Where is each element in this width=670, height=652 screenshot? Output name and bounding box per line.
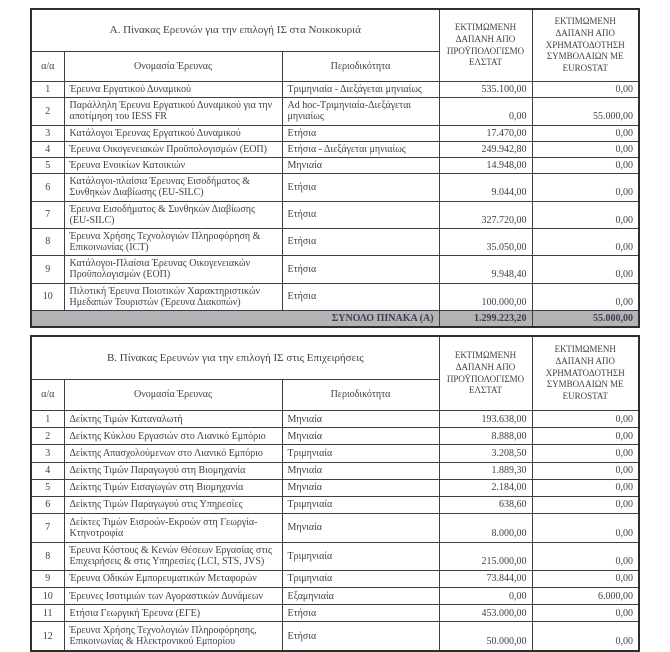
column-header-eurostat-funding: ΕΚΤΙΜΩΜΕΝΗ ΔΑΠΑΝΗ ΑΠΟ ΧΡΗΜΑΤΟΔΟΤΗΣΗ ΣΥΜΒΟΛΑΙΩΝ ΜΕ EUROSTAT	[532, 9, 639, 82]
row-number: 7	[31, 201, 64, 228]
elstat-amount: 453.000,00	[439, 605, 532, 622]
eurostat-amount: 0,00	[532, 228, 639, 255]
elstat-amount: 535.100,00	[439, 82, 532, 98]
elstat-amount: 193.638,00	[439, 411, 532, 428]
table-row	[31, 174, 639, 201]
eurostat-amount: 0,00	[532, 174, 639, 201]
table-body	[31, 411, 639, 651]
eurostat-amount: 0,00	[532, 201, 639, 228]
total-eurostat-amount: 55.000,00	[532, 311, 639, 328]
table-row	[31, 283, 639, 310]
survey-name: Έρευνα Εισοδήματος & Συνθηκών Διαβίωσης (EU-SILC)	[64, 201, 282, 228]
survey-name: Πιλοτική Έρευνα Ποιοτικών Χαρακτηριστικών Ημεδαπών Τουριστών (Έρευνα Διακοπών)	[64, 283, 282, 310]
table-row	[31, 428, 639, 445]
eurostat-amount: 0,00	[532, 283, 639, 310]
elstat-amount: 3.208,50	[439, 445, 532, 462]
table-row	[31, 228, 639, 255]
periodicity: Μηνιαία	[282, 462, 439, 479]
periodicity: Ετήσια	[282, 283, 439, 310]
table-row	[31, 462, 639, 479]
periodicity: Τριμηνιαία	[282, 542, 439, 570]
survey-name: Κατάλογοι Έρευνας Εργατικού Δυναμικού	[64, 125, 282, 141]
eurostat-amount: 0,00	[532, 542, 639, 570]
row-number: 4	[31, 462, 64, 479]
elstat-amount: 73.844,00	[439, 570, 532, 587]
elstat-amount: 0,00	[439, 98, 532, 125]
table-title: Β. Πίνακας Ερευνών για την επιλογή ΙΣ στις Επιχειρήσεις	[31, 336, 439, 380]
eurostat-amount: 6.000,00	[532, 588, 639, 605]
row-number: 6	[31, 174, 64, 201]
eurostat-amount: 55.000,00	[532, 98, 639, 125]
table-row	[31, 141, 639, 157]
row-number: 9	[31, 570, 64, 587]
eurostat-amount: 0,00	[532, 605, 639, 622]
table-title: Α. Πίνακας Ερευνών για την επιλογή ΙΣ στα Νοικοκυριά	[31, 9, 439, 52]
periodicity: Ετήσια	[282, 125, 439, 141]
row-number: 2	[31, 428, 64, 445]
eurostat-amount: 0,00	[532, 428, 639, 445]
row-number: 2	[31, 98, 64, 125]
row-number: 12	[31, 622, 64, 651]
table-row	[31, 570, 639, 587]
table-row	[31, 82, 639, 98]
survey-name: Έρευνες Ισοτιμιών των Αγοραστικών Δυνάμεων	[64, 588, 282, 605]
table-row	[31, 157, 639, 173]
eurostat-amount: 0,00	[532, 496, 639, 513]
survey-name: Δείκτης Τιμών Παραγωγού στις Υπηρεσίες	[64, 496, 282, 513]
survey-name: Έρευνα Οδικών Εμπορευματικών Μεταφορών	[64, 570, 282, 587]
elstat-amount: 2.184,00	[439, 479, 532, 496]
table-households	[30, 8, 640, 328]
periodicity: Ετήσια - Διεξάγεται μηνιαίως	[282, 141, 439, 157]
table-row	[31, 514, 639, 542]
survey-name: Έρευνα Ενοικίων Κατοικιών	[64, 157, 282, 173]
periodicity: Μηνιαία	[282, 479, 439, 496]
eurostat-amount: 0,00	[532, 445, 639, 462]
survey-name: Δείκτης Τιμών Καταναλωτή	[64, 411, 282, 428]
column-header-periodicity: Περιοδικότητα	[282, 380, 439, 411]
table-row	[31, 496, 639, 513]
row-number: 5	[31, 157, 64, 173]
elstat-amount: 327.720,00	[439, 201, 532, 228]
periodicity: Ad hoc-Τριμηνιαία-Διεξάγεται μηνιαίως	[282, 98, 439, 125]
survey-name: Δείκτης Τιμών Εισαγωγών στη Βιομηχανία	[64, 479, 282, 496]
table-row	[31, 588, 639, 605]
elstat-amount: 215.000,00	[439, 542, 532, 570]
periodicity: Ετήσια	[282, 201, 439, 228]
eurostat-amount: 0,00	[532, 570, 639, 587]
row-number: 5	[31, 479, 64, 496]
survey-name: Κατάλογοι-πλαίσια Έρευνας Εισοδήματος & Συνθηκών Διαβίωσης (EU-SILC)	[64, 174, 282, 201]
eurostat-amount: 0,00	[532, 622, 639, 651]
elstat-amount: 8.000,00	[439, 514, 532, 542]
survey-name: Έρευνα Οικογενειακών Προϋπολογισμών (ΕΟΠ)	[64, 141, 282, 157]
periodicity: Μηνιαία	[282, 157, 439, 173]
elstat-amount: 50.000,00	[439, 622, 532, 651]
table-row	[31, 98, 639, 125]
elstat-amount: 9.044,00	[439, 174, 532, 201]
eurostat-amount: 0,00	[532, 141, 639, 157]
total-label: ΣΥΝΟΛΟ ΠΙΝΑΚΑ (Α)	[31, 311, 439, 328]
periodicity: Τριμηνιαία	[282, 496, 439, 513]
elstat-amount: 1.889,30	[439, 462, 532, 479]
elstat-amount: 17.470,00	[439, 125, 532, 141]
row-number: 7	[31, 514, 64, 542]
survey-name: Παράλληλη Έρευνα Εργατικού Δυναμικού για την αποτίμηση του IESS FR	[64, 98, 282, 125]
table-body	[31, 82, 639, 311]
periodicity: Ετήσια	[282, 256, 439, 283]
periodicity: Ετήσια	[282, 605, 439, 622]
table-row	[31, 125, 639, 141]
total-elstat-amount: 1.299.223,20	[439, 311, 532, 328]
periodicity: Ετήσια	[282, 174, 439, 201]
row-number: 8	[31, 228, 64, 255]
survey-name: Δείκτες Τιμών Εισροών-Εκροών στη Γεωργία-Κτηνοτροφία	[64, 514, 282, 542]
periodicity: Μηνιαία	[282, 428, 439, 445]
row-number: 4	[31, 141, 64, 157]
column-header-periodicity: Περιοδικότητα	[282, 52, 439, 82]
elstat-amount: 35.050,00	[439, 228, 532, 255]
row-number: 9	[31, 256, 64, 283]
row-number: 8	[31, 542, 64, 570]
row-number: 6	[31, 496, 64, 513]
column-header-number: α/α	[31, 52, 64, 82]
row-number: 3	[31, 445, 64, 462]
table-row	[31, 445, 639, 462]
table-title-row	[31, 9, 639, 52]
column-header-number: α/α	[31, 380, 64, 411]
row-number: 1	[31, 82, 64, 98]
periodicity: Μηνιαία	[282, 514, 439, 542]
eurostat-amount: 0,00	[532, 479, 639, 496]
survey-name: Έρευνα Εργατικού Δυναμικού	[64, 82, 282, 98]
elstat-amount: 100.000,00	[439, 283, 532, 310]
column-header-elstat-budget: ΕΚΤΙΜΩΜΕΝΗ ΔΑΠΑΝΗ ΑΠΟ ΠΡΟΫΠΟΛΟΓΙΣΜΟ ΕΛΣΤΑΤ	[439, 336, 532, 411]
elstat-amount: 638,60	[439, 496, 532, 513]
table-row	[31, 256, 639, 283]
periodicity: Τριμηνιαία	[282, 445, 439, 462]
eurostat-amount: 0,00	[532, 125, 639, 141]
periodicity: Τριμηνιαία	[282, 570, 439, 587]
total-row	[31, 311, 639, 328]
table-row	[31, 201, 639, 228]
eurostat-amount: 0,00	[532, 256, 639, 283]
survey-name: Δείκτης Κύκλου Εργασιών στο Λιανικό Εμπόριο	[64, 428, 282, 445]
row-number: 10	[31, 283, 64, 310]
periodicity: Ετήσια	[282, 622, 439, 651]
eurostat-amount: 0,00	[532, 411, 639, 428]
survey-name: Έρευνα Χρήσης Τεχνολογιών Πληροφόρησης, Επικοινωνίας & Ηλεκτρονικού Εμπορίου	[64, 622, 282, 651]
eurostat-amount: 0,00	[532, 82, 639, 98]
row-number: 3	[31, 125, 64, 141]
row-number: 11	[31, 605, 64, 622]
table-title-row	[31, 336, 639, 380]
table-row	[31, 605, 639, 622]
table-row	[31, 542, 639, 570]
table-row	[31, 622, 639, 651]
survey-name: Έρευνα Χρήσης Τεχνολογιών Πληροφόρηση & Επικοινωνίας (ICT)	[64, 228, 282, 255]
elstat-amount: 8.888,00	[439, 428, 532, 445]
table-businesses	[30, 335, 640, 652]
column-header-elstat-budget: ΕΚΤΙΜΩΜΕΝΗ ΔΑΠΑΝΗ ΑΠΟ ΠΡΟΫΠΟΛΟΓΙΣΜΟ ΕΛΣΤΑΤ	[439, 9, 532, 82]
column-header-survey-name: Ονομασία Έρευνας	[64, 52, 282, 82]
elstat-amount: 249.942,80	[439, 141, 532, 157]
survey-name: Έρευνα Κόστους & Κενών Θέσεων Εργασίας στις Επιχειρήσεις & στις Υπηρεσίες (LCI, STS, JVS)	[64, 542, 282, 570]
row-number: 10	[31, 588, 64, 605]
periodicity: Εξαμηνιαία	[282, 588, 439, 605]
elstat-amount: 0,00	[439, 588, 532, 605]
table-row	[31, 479, 639, 496]
column-header-survey-name: Ονομασία Έρευνας	[64, 380, 282, 411]
elstat-amount: 14.948,00	[439, 157, 532, 173]
column-header-eurostat-funding: ΕΚΤΙΜΩΜΕΝΗ ΔΑΠΑΝΗ ΑΠΟ ΧΡΗΜΑΤΟΔΟΤΗΣΗ ΣΥΜΒΟΛΑΙΩΝ ΜΕ EUROSTAT	[532, 336, 639, 411]
row-number: 1	[31, 411, 64, 428]
survey-name: Δείκτης Απασχολούμενων στο Λιανικό Εμπόριο	[64, 445, 282, 462]
periodicity: Μηνιαία	[282, 411, 439, 428]
eurostat-amount: 0,00	[532, 462, 639, 479]
survey-name: Ετήσια Γεωργική Έρευνα (ΕΓΕ)	[64, 605, 282, 622]
survey-name: Δείκτης Τιμών Παραγωγού στη Βιομηχανία	[64, 462, 282, 479]
table-row	[31, 411, 639, 428]
survey-name: Κατάλογοι-Πλαίσια Έρευνας Οικογενειακών Προϋπολογισμών (ΕΟΠ)	[64, 256, 282, 283]
eurostat-amount: 0,00	[532, 157, 639, 173]
periodicity: Ετήσια	[282, 228, 439, 255]
periodicity: Τριμηνιαία - Διεξάγεται μηνιαίως	[282, 82, 439, 98]
elstat-amount: 9.948,40	[439, 256, 532, 283]
eurostat-amount: 0,00	[532, 514, 639, 542]
